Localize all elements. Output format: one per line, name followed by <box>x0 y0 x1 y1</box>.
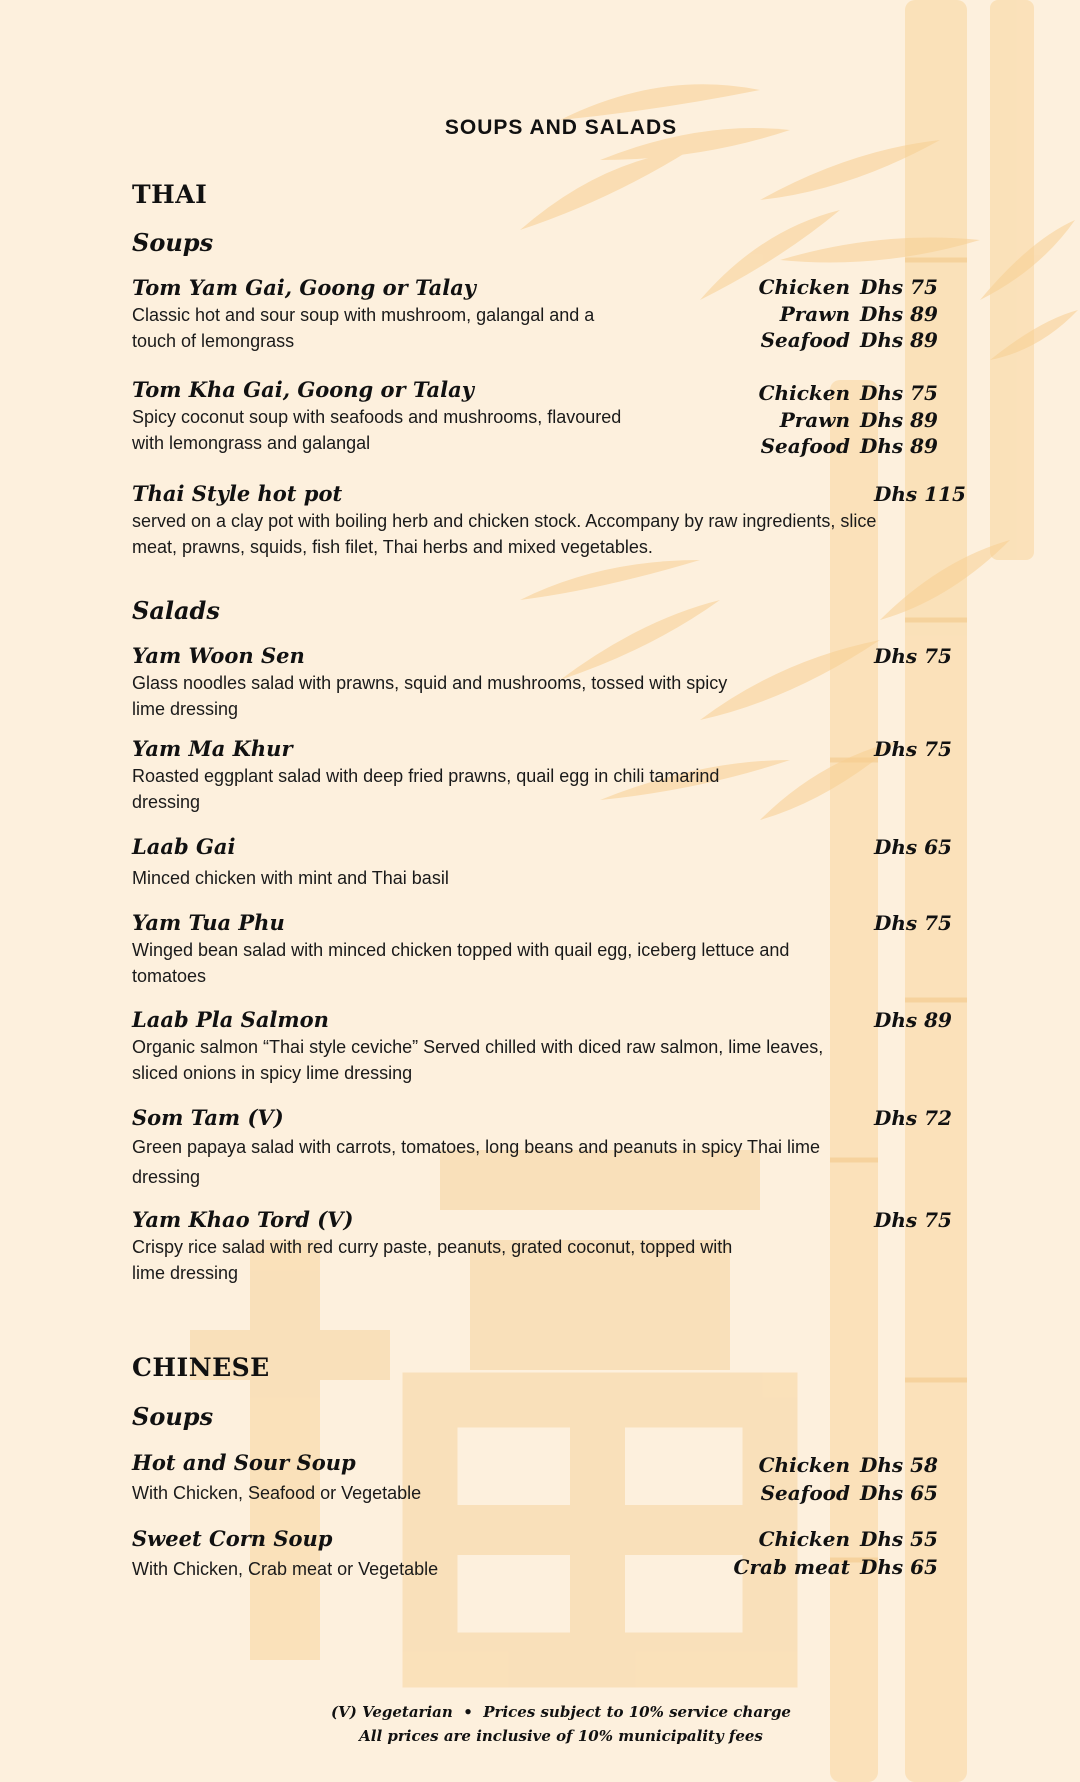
item-description: Glass noodles salad with prawns, squid and mushrooms, tossed with spicy lime dressing <box>132 673 728 719</box>
menu-item <box>132 1006 972 1086</box>
price: Dhs 89 <box>860 434 938 458</box>
price: Dhs 89 <box>860 301 938 326</box>
menu-item <box>132 1525 972 1582</box>
price: Dhs 75 <box>874 1208 952 1232</box>
price-option: Chicken <box>758 1527 850 1551</box>
footer-note: (V) Vegetarian • Prices subject to 10% service charge <box>331 1703 791 1721</box>
footer <box>0 1700 1080 1748</box>
item-name: Laab Pla Salmon <box>132 1007 329 1032</box>
price-option: Chicken <box>758 1453 850 1477</box>
item-description: Minced chicken with mint and Thai basil <box>132 868 449 888</box>
menu-item <box>132 909 972 989</box>
thai-soups-heading: Soups <box>132 228 214 257</box>
footer-note: All prices are inclusive of 10% municipality fees <box>359 1727 763 1745</box>
menu-item <box>132 274 972 354</box>
item-description: served on a clay pot with boiling herb and chicken stock. Accompany by raw ingredients, slice meat, prawns, squids, fish filet, Thai herbs and mixed vegetables. <box>132 511 877 557</box>
price-list <box>734 1525 946 1581</box>
price: Dhs 89 <box>874 1008 952 1032</box>
menu-item <box>132 833 972 891</box>
price-list <box>759 1451 946 1507</box>
price: Dhs 72 <box>874 1106 952 1130</box>
price-list <box>759 274 946 354</box>
item-name: Tom Kha Gai, Goong or Talay <box>132 377 474 402</box>
menu-item <box>132 1206 972 1286</box>
menu-item <box>132 480 972 560</box>
price-list <box>759 380 946 460</box>
item-name: Laab Gai <box>132 834 236 859</box>
price: Dhs 75 <box>874 911 952 935</box>
price-option: Seafood <box>760 328 850 352</box>
item-name: Yam Khao Tord (V) <box>132 1207 354 1232</box>
price-option: Seafood <box>760 434 850 458</box>
item-description: With Chicken, Seafood or Vegetable <box>132 1483 422 1503</box>
chinese-heading: CHINESE <box>132 1353 270 1382</box>
item-description: Roasted eggplant salad with deep fried prawns, quail egg in chili tamarind dressing <box>132 766 720 812</box>
price: Dhs 115 <box>874 482 966 506</box>
price-option: Seafood <box>760 1481 850 1505</box>
price-option: Prawn <box>779 301 850 326</box>
thai-heading: THAI <box>132 180 208 209</box>
price: Dhs 75 <box>874 644 952 668</box>
item-description: Organic salmon “Thai style ceviche” Served chilled with diced raw salmon, lime leaves, sliced onions in spicy lime dressing <box>132 1037 824 1083</box>
item-name: Thai Style hot pot <box>132 481 343 506</box>
page-title: SOUPS AND SALADS <box>444 116 678 139</box>
price: Dhs 65 <box>874 835 952 859</box>
price: Dhs 55 <box>860 1527 938 1551</box>
price: Dhs 75 <box>860 381 938 405</box>
price: Dhs 65 <box>860 1555 938 1579</box>
item-name: Yam Tua Phu <box>132 910 285 935</box>
menu-item <box>132 1449 972 1506</box>
price-option: Crab meat <box>733 1555 850 1579</box>
item-description: Classic hot and sour soup with mushroom, galangal and a touch of lemongrass <box>132 305 595 351</box>
item-description: With Chicken, Crab meat or Vegetable <box>132 1559 439 1579</box>
item-name: Yam Ma Khur <box>132 736 293 761</box>
price: Dhs 65 <box>860 1481 938 1505</box>
price: Dhs 58 <box>860 1453 938 1477</box>
menu-item <box>132 1104 972 1192</box>
item-name: Sweet Corn Soup <box>132 1526 333 1551</box>
menu-item <box>132 642 972 722</box>
item-name: Yam Woon Sen <box>132 643 305 668</box>
price-option: Chicken <box>758 275 850 299</box>
item-description: Winged bean salad with minced chicken topped with quail egg, iceberg lettuce and tomatoes <box>132 940 790 986</box>
item-name: Som Tam (V) <box>132 1105 284 1130</box>
item-name: Tom Yam Gai, Goong or Talay <box>132 275 476 300</box>
item-description: Green papaya salad with carrots, tomatoes, long beans and peanuts in spicy Thai lime dressing <box>132 1137 821 1187</box>
price: Dhs 75 <box>860 275 938 299</box>
price: Dhs 89 <box>860 407 938 432</box>
menu-item <box>132 735 972 815</box>
price: Dhs 75 <box>874 737 952 761</box>
item-description: Spicy coconut soup with seafoods and mushrooms, flavoured with lemongrass and galangal <box>132 407 622 453</box>
price-option: Chicken <box>758 381 850 405</box>
item-description: Crispy rice salad with red curry paste, peanuts, grated coconut, topped with lime dressing <box>132 1237 733 1283</box>
price-option: Prawn <box>779 407 850 432</box>
thai-salads-heading: Salads <box>132 596 220 625</box>
chinese-soups-heading: Soups <box>132 1402 214 1431</box>
price: Dhs 89 <box>860 328 938 352</box>
item-name: Hot and Sour Soup <box>132 1450 356 1475</box>
menu-item <box>132 376 972 456</box>
